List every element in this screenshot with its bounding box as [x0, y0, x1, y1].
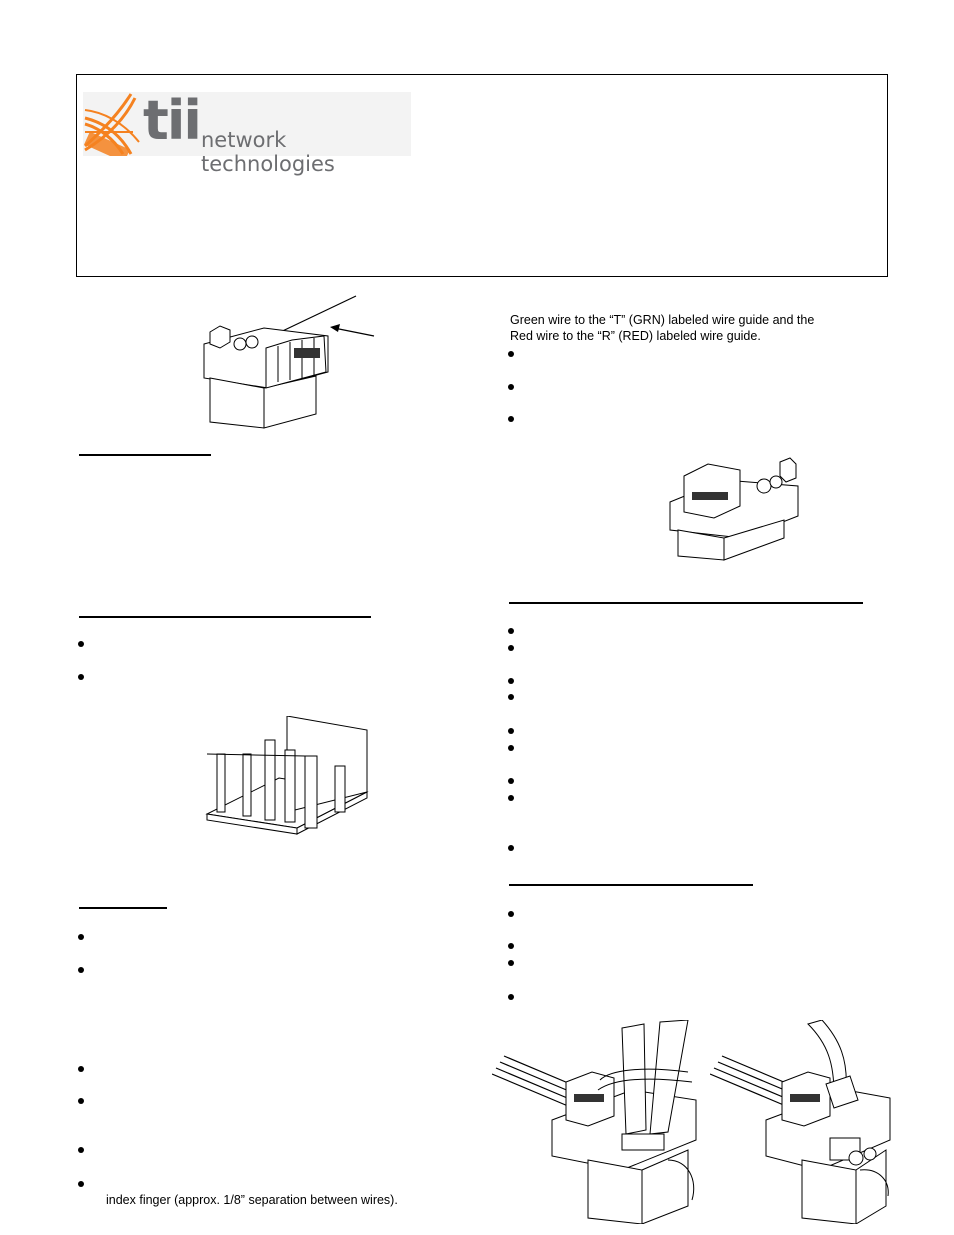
bullet: [78, 967, 84, 973]
right-top-line-1: Green wire to the “T” (GRN) labeled wire guide and the: [510, 313, 815, 327]
bullet: [508, 745, 514, 751]
bullet: [78, 641, 84, 647]
bracket-illustration: [205, 716, 375, 862]
heading-underline-3: [79, 907, 167, 909]
heading-underline-5: [509, 884, 753, 886]
bullet: [508, 416, 514, 422]
bullet: [508, 994, 514, 1000]
bullet: [508, 778, 514, 784]
bullet: [78, 1066, 84, 1072]
bullet: [78, 674, 84, 680]
bullet: [78, 1181, 84, 1187]
heading-underline-1: [79, 454, 211, 456]
module-illustration-top: [196, 292, 386, 432]
logo-swirl-icon: [83, 92, 143, 156]
wired-module-illustration: [710, 1020, 900, 1224]
heading-underline-4: [509, 602, 863, 604]
heading-underline-2: [79, 616, 371, 618]
bullet: [78, 934, 84, 940]
bullet: [508, 628, 514, 634]
bullet: [508, 795, 514, 801]
right-top-line-2: Red wire to the “R” (RED) labeled wire guide.: [510, 329, 761, 343]
bullet: [508, 351, 514, 357]
bullet: [508, 678, 514, 684]
bullet: [508, 645, 514, 651]
left-bottom-text: index finger (approx. 1/8” separation between wires).: [106, 1193, 398, 1207]
bullet: [508, 694, 514, 700]
bullet: [78, 1147, 84, 1153]
logo-subtitle: network technologies: [201, 128, 335, 176]
company-logo: [83, 89, 411, 176]
pointer-arrow-2: [334, 328, 374, 336]
logo-brand-text: tii: [143, 89, 200, 152]
bullet: [508, 911, 514, 917]
bullet: [508, 960, 514, 966]
wiring-tool-illustration: [492, 1020, 702, 1224]
bullet: [508, 728, 514, 734]
bullet: [508, 943, 514, 949]
bullet: [508, 384, 514, 390]
bullet: [78, 1098, 84, 1104]
bullet: [508, 845, 514, 851]
module-illustration-right: [664, 456, 804, 562]
